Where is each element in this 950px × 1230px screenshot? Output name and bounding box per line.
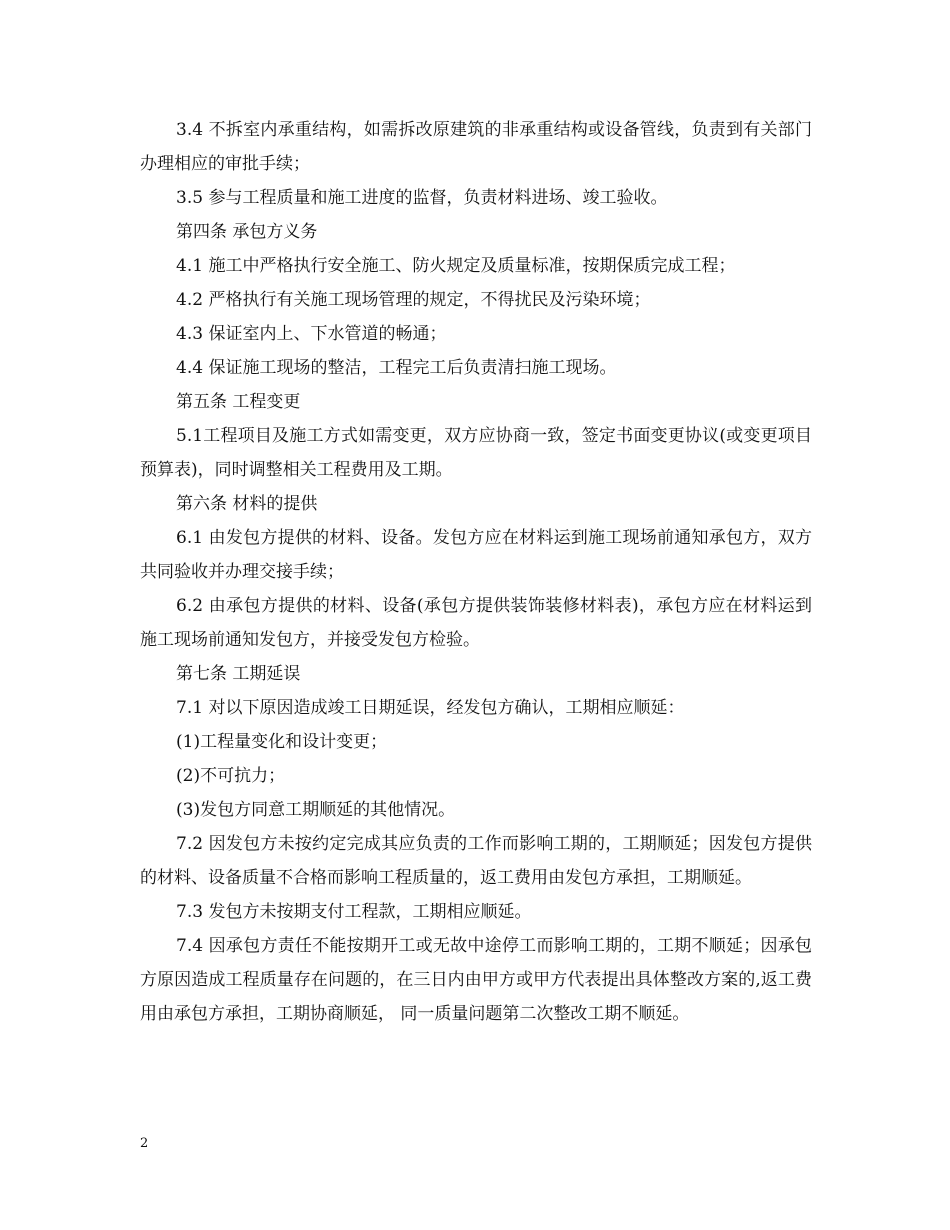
paragraph-4-1: 4.1 施工中严格执行安全施工、防火规定及质量标准，按期保质完成工程； bbox=[176, 256, 736, 276]
paragraph-7-2: 7.2 因发包方未按约定完成其应负责的工作而影响工期的，工期顺延；因发包方提供的材料、设备质量不合格而影响工程质量的，返工费用由发包方承担，工期顺延。 bbox=[140, 834, 812, 888]
list-item-1: (1)工程量变化和设计变更； bbox=[176, 732, 388, 752]
paragraph-7-1: 7.1 对以下原因造成竣工日期延误，经发包方确认，工期相应顺延： bbox=[176, 698, 685, 718]
paragraph-3-5: 3.5 参与工程质量和施工进度的监督，负责材料进场、竣工验收。 bbox=[176, 188, 668, 208]
list-item-2: (2)不可抗力； bbox=[176, 766, 286, 786]
paragraph-7-3: 7.3 发包方未按期支付工程款，工期相应顺延。 bbox=[176, 902, 532, 922]
document-body bbox=[140, 113, 812, 1031]
paragraph-6-1: 6.1 由发包方提供的材料、设备。发包方应在材料运到施工现场前通知承包方，双方共同验收并办理交接手续； bbox=[140, 528, 812, 582]
section-heading-7: 第七条 工期延误 bbox=[176, 664, 301, 684]
paragraph-5-1: 5.1工程项目及施工方式如需变更，双方应协商一致，签定书面变更协议(或变更项目预算表)，同时调整相关工程费用及工期。 bbox=[140, 426, 812, 480]
paragraph-4-3: 4.3 保证室内上、下水管道的畅通； bbox=[176, 324, 447, 344]
section-heading-4: 第四条 承包方义务 bbox=[176, 222, 318, 242]
paragraph-3-4: 3.4 不拆室内承重结构，如需拆改原建筑的非承重结构或设备管线，负责到有关部门办理相应的审批手续； bbox=[140, 120, 812, 174]
paragraph-4-4: 4.4 保证施工现场的整洁，工程完工后负责清扫施工现场。 bbox=[176, 358, 617, 378]
paragraph-6-2: 6.2 由承包方提供的材料、设备(承包方提供装饰装修材料表)，承包方应在材料运到施工现场前通知发包方，并接受发包方检验。 bbox=[140, 596, 812, 650]
paragraph-4-2: 4.2 严格执行有关施工现场管理的规定，不得扰民及污染环境； bbox=[176, 290, 651, 310]
paragraph-7-4: 7.4 因承包方责任不能按期开工或无故中途停工而影响工期的，工期不顺延；因承包方原因造成工程质量存在问题的，在三日内由甲方或甲方代表提出具体整改方案的,返工费用由承包方承担，工期协商顺延， 同一质量问题第二次整改工期不顺延。 bbox=[140, 936, 812, 1024]
list-item-3: (3)发包方同意工期顺延的其他情况。 bbox=[176, 800, 456, 820]
section-heading-5: 第五条 工程变更 bbox=[176, 392, 301, 412]
page-number: 2 bbox=[140, 1136, 149, 1151]
section-heading-6: 第六条 材料的提供 bbox=[176, 494, 318, 514]
